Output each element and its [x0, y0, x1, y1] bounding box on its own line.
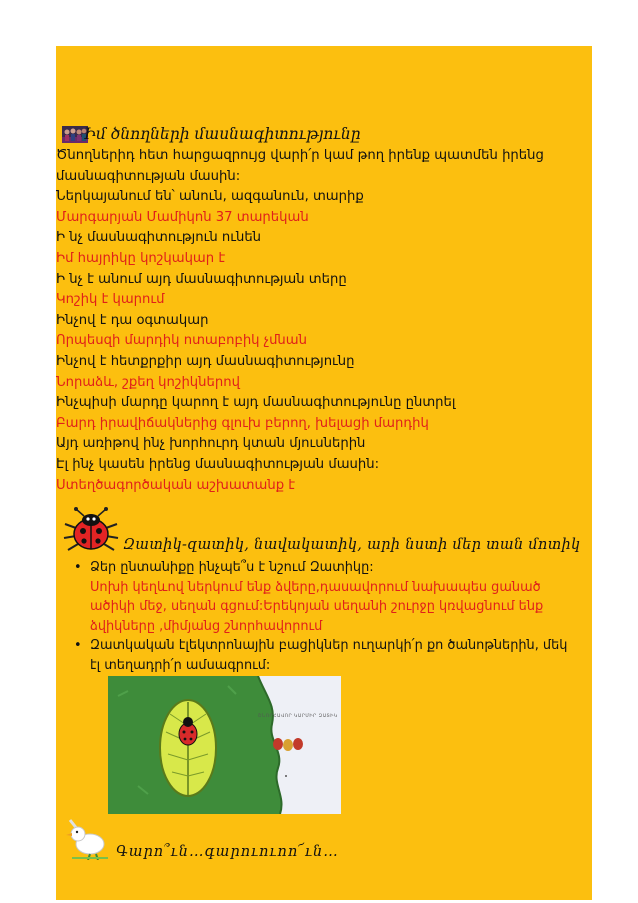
question-line: Այդ առիթով ինչ խորհուրդ կտան մյուսներին [56, 436, 366, 452]
answer-line: Որպեսզի մարդիկ ոտաբոբիկ չմնան [56, 333, 307, 349]
section1-title: Իմ ծնողների մասնագիտությունը [84, 125, 361, 143]
easter-card-image [108, 676, 341, 814]
question-line: Ինչպիսի մարդը կարող է այդ մասնագիտությունը ընտրել [56, 395, 456, 411]
question-line: Ներկայանում են՝ անուն, ազգանուն, տարիք [56, 189, 364, 205]
question-line: Ինչով է դա օգտակար [56, 312, 209, 328]
ladybug-icon [62, 506, 120, 552]
answer-line: Իմ հայրիկը կոշկակար է [56, 250, 226, 266]
question-line: Ծնողներիդ հետ հարցազրույց վարի՛ր կամ թող իրենք պատմեն իրենց [56, 148, 544, 163]
answer-line: Կոշիկ է կարում [56, 292, 165, 308]
question-line: Ի նչ է անում այդ մասնագիտության տերը [56, 271, 347, 287]
document-page [56, 46, 592, 900]
spring-section [56, 814, 592, 900]
bullet-marker: • [74, 560, 82, 575]
question-line: մասնագիտության մասին: [56, 168, 241, 184]
easter-bullets [56, 558, 592, 675]
question-line: Էլ ինչ կասեն իրենց մասնագիտության մասին: [56, 456, 380, 472]
answer-line: Ստեղծագործական աշխատանք է [56, 477, 296, 493]
bullet-marker: • [74, 638, 82, 653]
parents-profession-section [56, 124, 592, 496]
bullet2-line: Զատկական էլեկտրոնային բացիկներ ուղարկի՛ր քո ծանոթներին, մեկ [90, 638, 568, 653]
question-line: Ի նչ մասնագիտություն ունեն [56, 230, 262, 246]
bullet1-answer-line: Սոխի կեղևով ներկում ենք ձվերը,դասավորում նախապես ցանած [90, 579, 541, 595]
interview-lines [56, 146, 592, 496]
bullet-item-2 [56, 636, 592, 675]
bullet2-line: էլ տեղադրի՛ր ամսագրում: [90, 657, 271, 673]
answer-line: Մարգարյան Մամիկոն 37 տարեկան [56, 209, 309, 225]
section3-title: Գարո՞ւն…գարուուոո՜ւն… [116, 844, 339, 860]
answer-line: Նորաձև, շքեղ կոշիկներով [56, 374, 240, 390]
easter-card-caption: ՇՆՈՐՀԱՎՈՐ ԿԱՐՄԻՐ ԶԱՏԻԿ [258, 714, 338, 719]
bird-icon [62, 814, 112, 860]
bullet1-answer-line: ածիկի մեջ, սեղան գցում:Երեկոյան սեղանի շուրջը կռվացնում ենք [90, 599, 544, 614]
answer-line: Բարդ իրավիճակներից գլուխ բերող, խելացի մարդիկ [56, 415, 429, 431]
easter-card-drawing [108, 676, 341, 814]
bullet1-question: Ձեր ընտանիքը ինչպե՞ս է նշում Զատիկը: [90, 560, 374, 575]
question-line: Ինչով է հետքրքիր այդ մասնագիտությունը [56, 353, 355, 369]
bullet-item-1 [56, 558, 592, 636]
section1-title-row [56, 124, 592, 146]
section2-title: Զատիկ-զատիկ, նավակատիկ, արի նստի մեր տան մոտիկ [123, 537, 581, 553]
bullet1-answer-line: ձվիկները ,միմյանց շնորհավորում [90, 618, 323, 634]
